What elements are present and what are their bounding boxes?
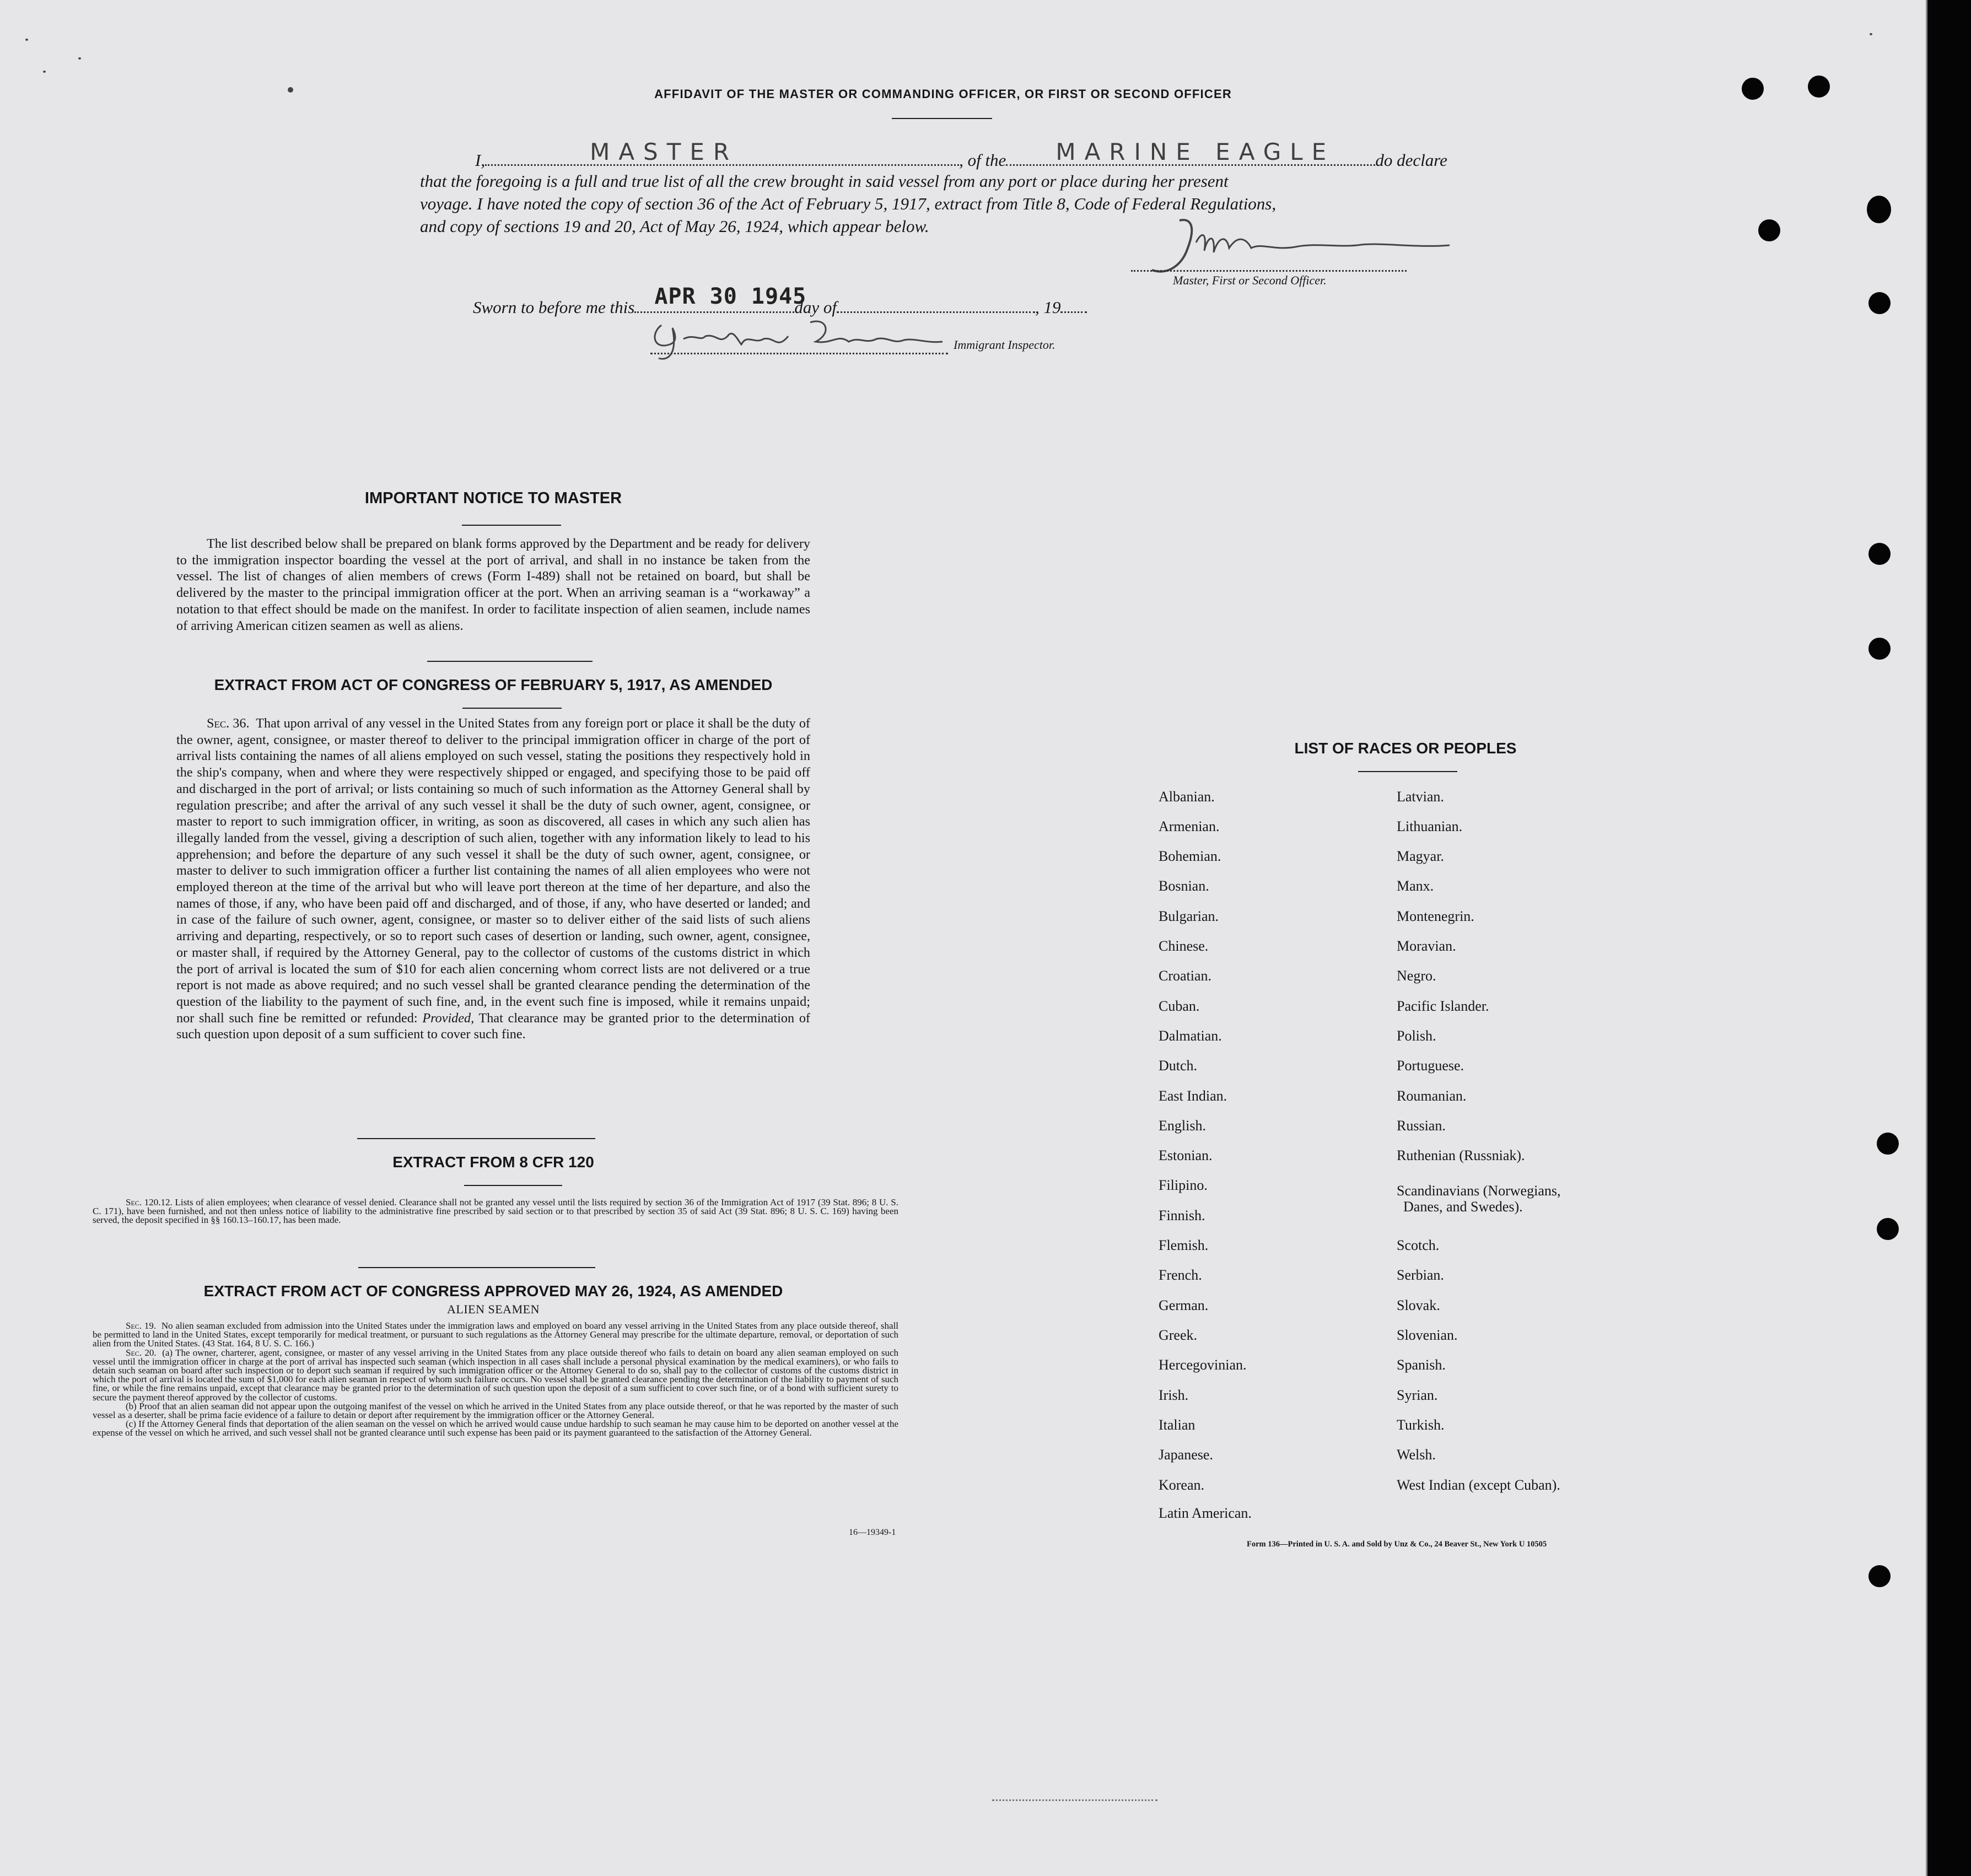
extract-1924-title: EXTRACT FROM ACT OF CONGRESS APPROVED MAY 26, 1924, AS AMENDED	[203, 1282, 783, 1300]
race-item: Latin American.	[1159, 1505, 1252, 1521]
race-item: Finnish.	[1159, 1207, 1205, 1223]
race-item: French.	[1159, 1267, 1202, 1283]
affidavit-title: AFFIDAVIT OF THE MASTER OR COMMANDING OFFICER, OR FIRST OR SECOND OFFICER	[654, 87, 1232, 101]
race-item: Lithuanian.	[1397, 818, 1463, 834]
race-item: West Indian (except Cuban).	[1397, 1477, 1560, 1493]
race-item: Welsh.	[1397, 1447, 1436, 1463]
race-item: Ruthenian (Russniak).	[1397, 1147, 1525, 1163]
race-item: Armenian.	[1159, 818, 1220, 834]
sec-19-label: Sec. 19.	[126, 1320, 157, 1331]
sec-120-label: Sec. 120.12.	[126, 1197, 173, 1207]
of-the-label: , of the	[959, 150, 1006, 170]
race-item: Italian	[1159, 1417, 1195, 1433]
sec-19-text: No alien seaman excluded from admission into the United States under the immigration laws and employed on board any vessel arriving in the United States from any place outside thereof, shall be permitted to land in the United States, except temporarily for medical treatment, or pursuant to such regulations as the Attorney General may prescribe for the ultimate departure, removal, or deportation of such alien from the United States. (43 Stat. 164, 8 U. S. C. 166.)	[93, 1320, 899, 1349]
race-item: Greek.	[1159, 1327, 1198, 1343]
provided-label: Provided,	[422, 1010, 475, 1026]
race-item: Syrian.	[1397, 1387, 1438, 1403]
race-item: Scotch.	[1397, 1237, 1440, 1253]
race-item: Slovenian.	[1397, 1327, 1458, 1343]
year-label: , 19	[1035, 298, 1061, 317]
sec-20-c: (c) If the Attorney General finds that deportation of the alien seaman on the vessel on which he arrived would cause undue hardship to such seaman he may cause him to be deported on another vessel at the expense of the vessel on which he arrived, and such vessel shall not be granted clearance until such expense has been paid or its payment guaranteed to the satisfaction of the Attorney General.	[93, 1419, 898, 1438]
sworn-label: Sworn to before me this	[473, 298, 635, 317]
race-item: Montenegrin.	[1397, 908, 1474, 924]
extract-cfr-title: EXTRACT FROM 8 CFR 120	[392, 1153, 594, 1171]
race-item: Roumanian.	[1397, 1088, 1467, 1104]
sec-36-label: Sec. 36.	[207, 716, 250, 731]
race-item: Irish.	[1159, 1387, 1189, 1403]
race-item: Estonian.	[1159, 1147, 1213, 1163]
i-label: I,	[475, 150, 486, 170]
race-item: Turkish.	[1397, 1417, 1445, 1433]
sec-20-text: (a) The owner, charterer, agent, consignee, or master of any vessel arriving in the United States from any place outside thereof who fails to detain on board any alien seaman employed on such vessel until the immigration officer in charge at the port of arrival has inspected such seaman (which inspection in all cases shall include a personal physical examination by the medical examiners), or who fails to detain such seaman on board after such inspection or to deport such seaman if required by such immigration officer or the Attorney General to do so, shall pay to the collector of customs of the customs district in which the port of arrival is located the sum of $1,000 for each alien seaman in respect of whom such failure occurs. No vessel shall be granted clearance pending the determination of the liability to payment of such fine, or while the fine remains unpaid, except that clearance may be granted prior to the determination of such question upon the deposit of a sum sufficient to cover such fine, or of a bond with sufficient surety to secure the payment thereof approved by the collector of customs.	[93, 1347, 898, 1403]
race-item: Spanish.	[1397, 1357, 1446, 1373]
affidavit-line-3: voyage. I have noted the copy of section 36 of the Act of February 5, 1917, extract from Title 8, Code of Federal Regulations,	[420, 194, 1277, 213]
race-item: Korean.	[1159, 1477, 1205, 1493]
race-item: Slovak.	[1397, 1297, 1440, 1313]
vessel-value: MARINE EAGLE	[1055, 138, 1335, 165]
day-of-label: day of	[794, 298, 837, 317]
race-item: Latvian.	[1397, 789, 1444, 805]
master-value: MASTER	[590, 138, 739, 165]
extract-1924-subtitle: ALIEN SEAMEN	[447, 1302, 540, 1316]
date-stamp: APR 30 1945	[654, 284, 807, 309]
race-item: Flemish.	[1159, 1237, 1209, 1253]
sec-120-text: Lists of alien employees; when clearance of vessel denied. Clearance shall not be granted any vessel until the lists required by section 36 of the Immigration Act of 1917 (39 Stat. 896; 8 U. S. C. 171), have been furnished, and not then unless notice of liability to the administrative fine prescribed by said section or to that prescribed by section 35 of said Act (39 Stat. 896; 8 U. S. C. 169) having been served, the deposit specified in §§ 160.13–160.17, has been made.	[93, 1197, 898, 1226]
inspector-caption: Immigrant Inspector.	[954, 338, 1055, 352]
notice-title: IMPORTANT NOTICE TO MASTER	[364, 489, 622, 507]
affidavit-line-4: and copy of sections 19 and 20, Act of May 26, 1924, which appear below.	[420, 217, 929, 236]
races-title: LIST OF RACES OR PEOPLES	[1294, 740, 1517, 757]
race-item: Scandinavians (Norwegians,	[1397, 1183, 1561, 1199]
notice-paragraph: The list described below shall be prepared on blank forms approved by the Department and be ready for delivery to the immigration inspector boarding the vessel at the port of arrival, and shall in no instance be taken from the vessel. The list of changes of alien members of crews (Form I-489) shall not be retained on board, but shall be delivered by the master to the principal immigration officer at the port. When an arriving seaman is a “workaway” a notation to that effect should be made on the manifest. In order to facilitate inspection of alien seamen, include names of arriving American citizen seamen as well as aliens.	[176, 536, 810, 633]
sec-20-label: Sec. 20.	[126, 1347, 157, 1358]
race-item: Serbian.	[1397, 1267, 1444, 1283]
race-item: Magyar.	[1397, 848, 1444, 864]
form-code: 16—19349-1	[849, 1528, 896, 1537]
race-item: Japanese.	[1159, 1447, 1213, 1463]
race-item: Cuban.	[1159, 998, 1200, 1014]
race-item: Manx.	[1397, 878, 1434, 894]
edge-mark	[992, 1799, 1157, 1803]
race-item: Hercegovinian.	[1159, 1357, 1247, 1373]
extract-1917-title: EXTRACT FROM ACT OF CONGRESS OF FEBRUARY 5, 1917, AS AMENDED	[214, 676, 773, 693]
race-item: East Indian.	[1159, 1088, 1227, 1104]
declare-label: do declare	[1375, 150, 1447, 170]
printer-line: Form 136—Printed in U. S. A. and Sold by Unz & Co., 24 Beaver St., New York U 10505	[1247, 1540, 1547, 1549]
sec-36-text-a: That upon arrival of any vessel in the United States from any foreign port or place it shall be the duty of the owner, agent, consignee, or master thereof to deliver to the principal immigration officer in charge of the port of arrival lists containing the names of all aliens employed on such vessel, stating the positions they respectively hold in the ship's company, when and where they were respectively shipped or engaged, and specifying those to be paid off and discharged in the port of arrival; or lists containing so much of such information as the Attorney General shall by regulation prescribe; and after the arrival of any such vessel it shall be the duty of such owner, agent, consignee, or master to report to such immigration officer, in writing, as soon as discovered, all cases in which any such alien has illegally landed from the vessel, giving a description of such alien, together with any information likely to lead to his apprehension; and before the departure of any such vessel it shall be the duty of such owner, agent, consignee, or master to deliver to such immigration officer a further list containing the names of all alien employees who were not employed thereon at the time of the arrival but who will leave port thereon at the time of her departure, and also the names of those, if any, who have been paid off and discharged, and of those, if any, who have deserted or landed; and in case of the failure of such owner, agent, consignee, or master so to deliver either of the said lists of such aliens arriving and departing, respectively, or so to report such cases of desertion or landing, such owner, agent, consignee, or master shall, if required by the Attorney General, pay to the collector of customs of the customs district in which the port of arrival is located the sum of $10 for each alien concerning whom correct lists are not delivered or a true report is not made as above required; and no such vessel shall be granted clearance pending the determination of the question of the liability to the payment of such fine, and, in the event such fine is imposed, while it remains unpaid; nor shall such fine be remitted or refunded:	[176, 716, 810, 1026]
race-item: Russian.	[1397, 1118, 1446, 1134]
affidavit-line-2: that the foregoing is a full and true list of all the crew brought in said vessel from any port or place during her present	[420, 171, 1229, 191]
sec-36-text-b: That clearance may be granted prior to the determination of such question upon deposit of a sum sufficient to cover such fine.	[176, 1010, 810, 1042]
race-item: Croatian.	[1159, 968, 1212, 984]
race-item: Chinese.	[1159, 938, 1209, 954]
race-item: Negro.	[1397, 968, 1436, 984]
race-item: Albanian.	[1159, 789, 1215, 805]
race-item: Polish.	[1397, 1028, 1436, 1044]
race-item: Pacific Islander.	[1397, 998, 1489, 1014]
race-item: Bosnian.	[1159, 878, 1209, 894]
race-item: Bohemian.	[1159, 848, 1221, 864]
race-item: Dalmatian.	[1159, 1028, 1222, 1044]
race-item: Bulgarian.	[1159, 908, 1219, 924]
race-item: Moravian.	[1397, 938, 1456, 954]
signature-caption: Master, First or Second Officer.	[1173, 273, 1327, 287]
race-item: English.	[1159, 1118, 1206, 1134]
race-item: Dutch.	[1159, 1058, 1198, 1074]
race-item: Danes, and Swedes).	[1403, 1199, 1523, 1215]
race-item: Filipino.	[1159, 1177, 1208, 1193]
race-item: German.	[1159, 1297, 1209, 1313]
sec-20-b: (b) Proof that an alien seaman did not appear upon the outgoing manifest of the vessel on which he arrived in the United States from any place outside thereof, or that he was reported by the master of such vessel as a deserter, shall be prima facie evidence of a failure to detain or deport after requirement by the immigration officer or the Attorney General.	[93, 1400, 898, 1421]
race-item: Portuguese.	[1397, 1058, 1464, 1074]
